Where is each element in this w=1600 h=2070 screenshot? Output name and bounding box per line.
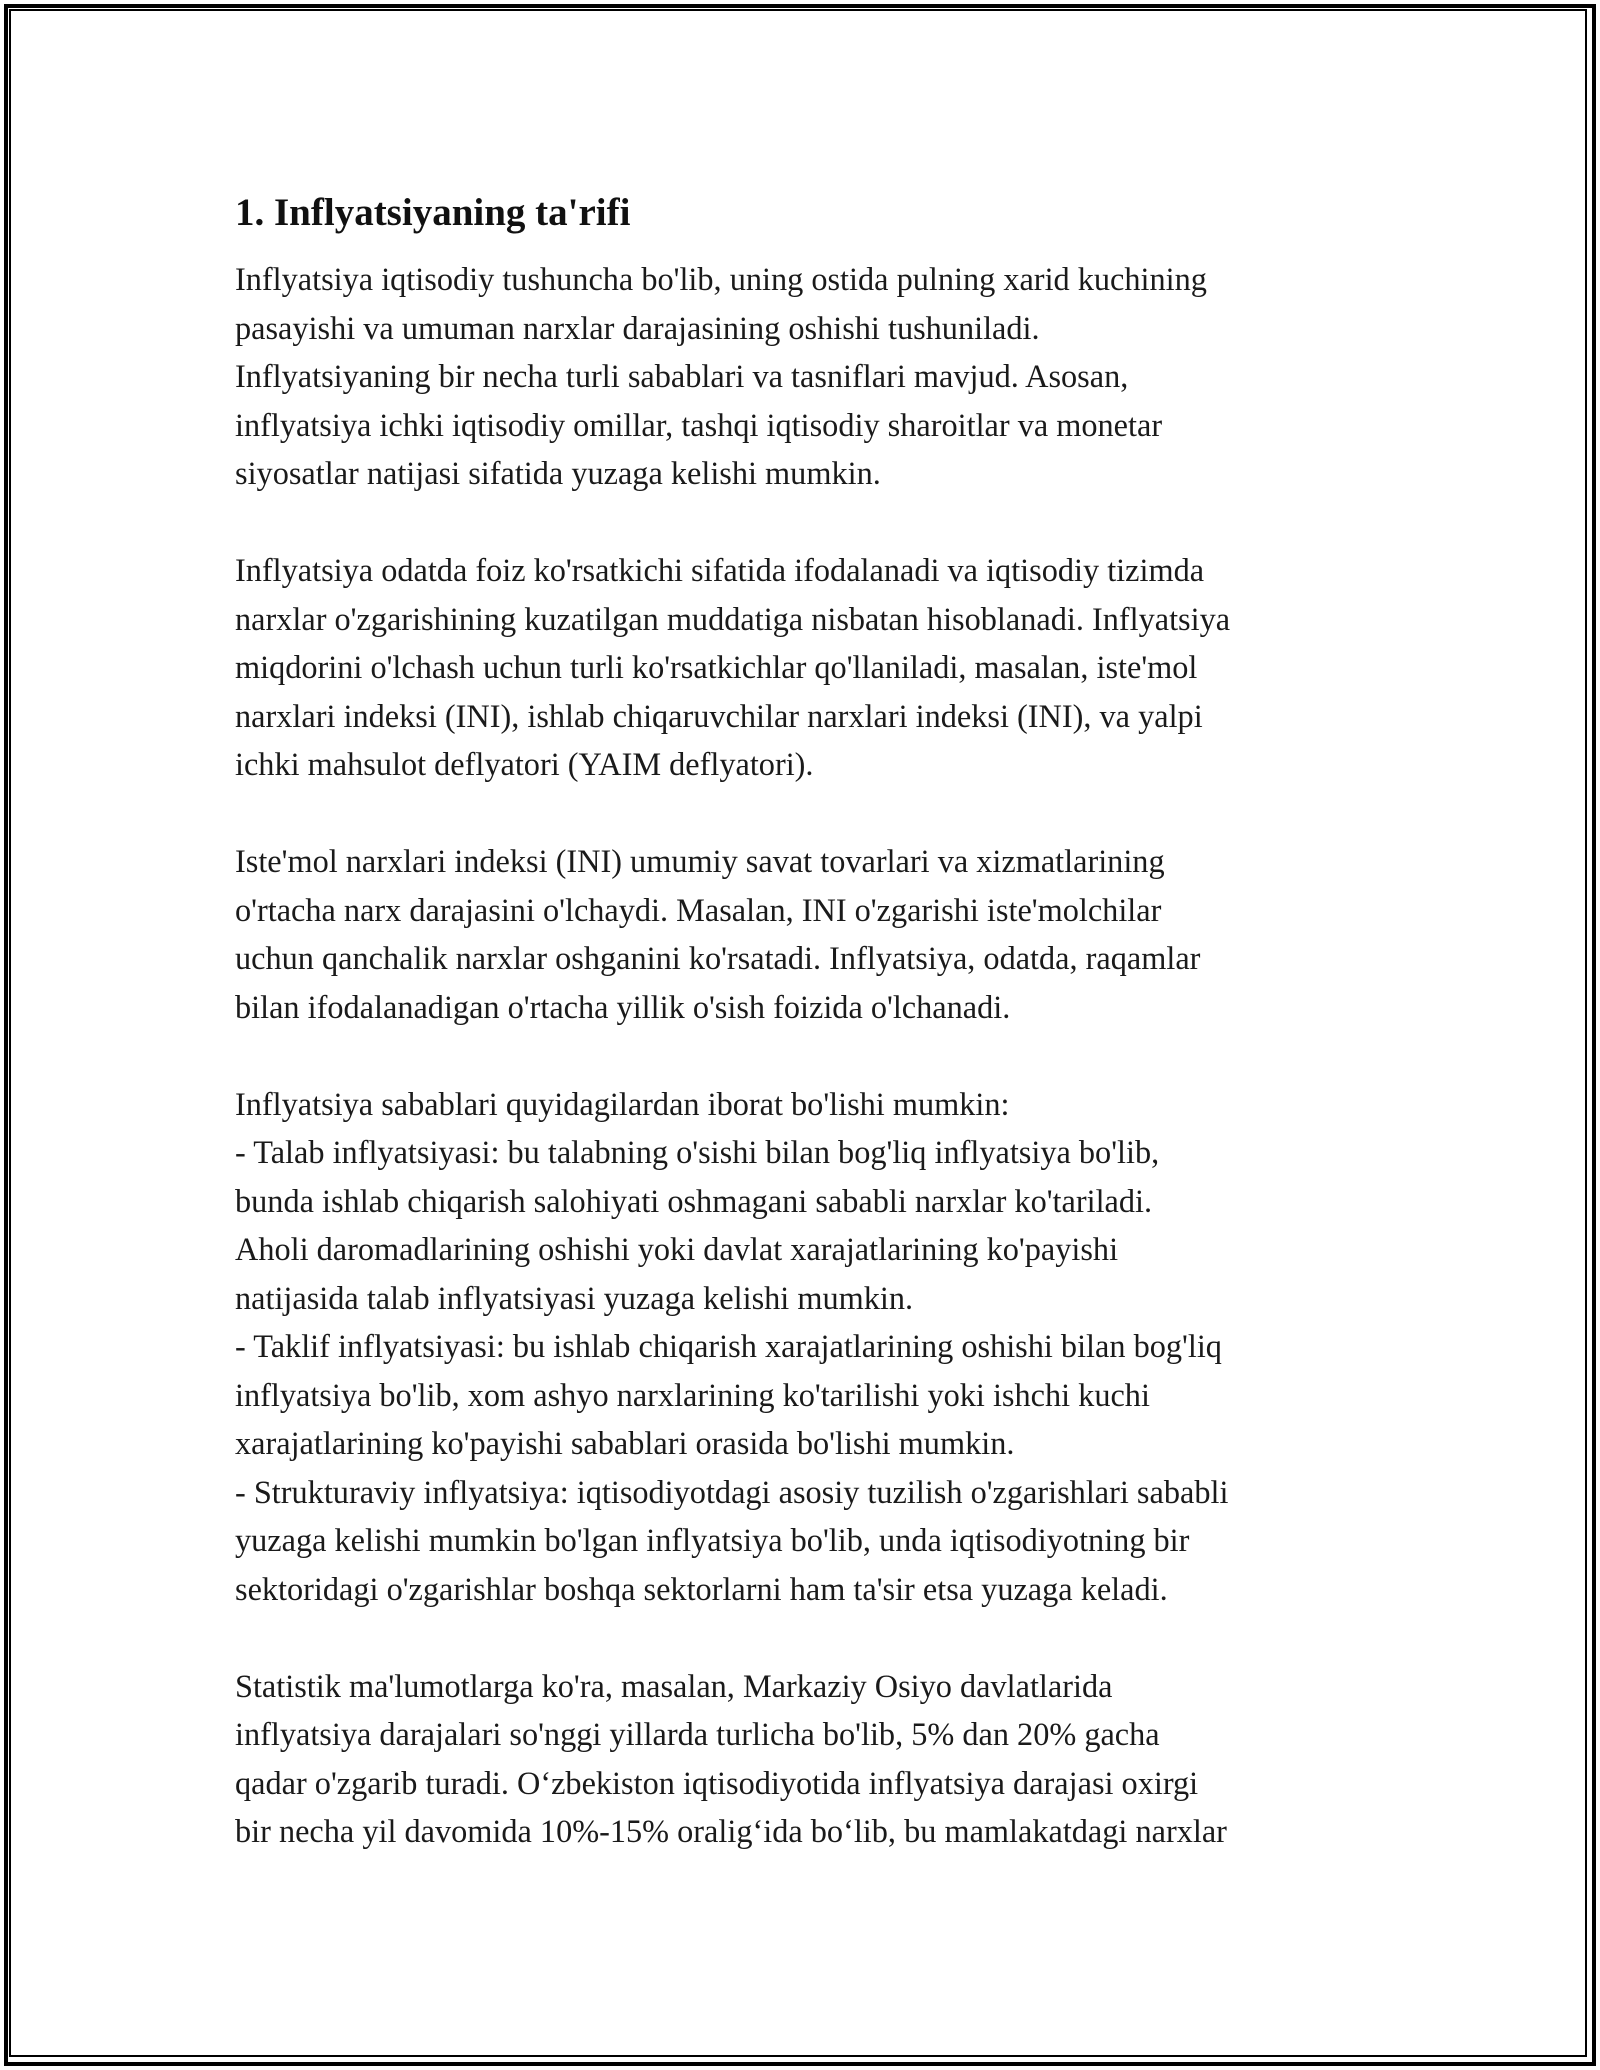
text-line: xarajatlarining ko'payishi sabablari orasida bo'lishi mumkin. <box>235 1425 1015 1461</box>
text-line: inflyatsiya bo'lib, xom ashyo narxlarining ko'tarilishi yoki ishchi kuchi <box>235 1376 1150 1413</box>
text-line: ichki mahsulot deflyatori (YAIM deflyatori). <box>235 746 814 782</box>
text-line: bir necha yil davomida 10%-15% oralig‘ida bo‘lib, bu mamlakatdagi narxlar <box>235 1813 1227 1849</box>
paragraph-measurement <box>235 546 1385 789</box>
paragraph-definition <box>235 255 1385 498</box>
paragraph-causes <box>235 1080 1385 1614</box>
text-line: inflyatsiya darajalari so'nggi yillarda turlicha bo'lib, 5% dan 20% gacha <box>235 1716 1160 1752</box>
text-line: - Talab inflyatsiyasi: bu talabning o'sishi bilan bog'liq inflyatsiya bo'lib, <box>235 1134 1160 1170</box>
paragraph-statistics <box>235 1662 1385 1856</box>
text-line: Inflyatsiya sabablari quyidagilardan iborat bo'lishi mumkin: <box>235 1085 1010 1122</box>
text-line: narxlari indeksi (INI), ishlab chiqaruvchilar narxlari indeksi (INI), va yalpi <box>235 697 1203 734</box>
text-line: narxlar o'zgarishining kuzatilgan muddatiga nisbatan hisoblanadi. Inflyatsiya <box>235 600 1231 637</box>
text-line: Inflyatsiya odatda foiz ko'rsatkichi sifatida ifodalanadi va iqtisodiy tizimda <box>235 552 1205 588</box>
text-line: sektoridagi o'zgarishlar boshqa sektorlarni ham ta'sir etsa yuzaga keladi. <box>235 1570 1168 1607</box>
text-line: pasayishi va umuman narxlar darajasining oshishi tushuniladi. <box>235 309 1040 346</box>
text-line: Inflyatsiya iqtisodiy tushuncha bo'lib, uning ostida pulning xarid kuchining <box>235 261 1207 297</box>
text-line: siyosatlar natijasi sifatida yuzaga kelishi mumkin. <box>235 455 881 491</box>
text-line: - Taklif inflyatsiyasi: bu ishlab chiqarish xarajatlarining oshishi bilan bog'liq <box>235 1328 1222 1364</box>
text-line: - Strukturaviy inflyatsiya: iqtisodiyotdagi asosiy tuzilish o'zgarishlari sababli <box>235 1473 1229 1510</box>
text-line: miqdorini o'lchash uchun turli ko'rsatkichlar qo'llaniladi, masalan, iste'mol <box>235 649 1198 685</box>
text-line: qadar o'zgarib turadi. O‘zbekiston iqtisodiyotida inflyatsiya darajasi oxirgi <box>235 1764 1199 1801</box>
text-line: Statistik ma'lumotlarga ko'ra, masalan, Markaziy Osiyo davlatlarida <box>235 1667 1113 1704</box>
text-line: natijasida talab inflyatsiyasi yuzaga kelishi mumkin. <box>235 1279 914 1316</box>
text-line: inflyatsiya ichki iqtisodiy omillar, tashqi iqtisodiy sharoitlar va monetar <box>235 406 1163 443</box>
text-line: Aholi daromadlarining oshishi yoki davlat xarajatlarining ko'payishi <box>235 1231 1119 1267</box>
text-line: Inflyatsiyaning bir necha turli sabablari va tasniflari mavjud. Asosan, <box>235 358 1129 394</box>
text-line: bilan ifodalanadigan o'rtacha yillik o'sish foizida o'lchanadi. <box>235 988 1011 1025</box>
text-line: Iste'mol narxlari indeksi (INI) umumiy savat tovarlari va xizmatlarining <box>235 843 1165 879</box>
text-line: o'rtacha narx darajasini o'lchaydi. Masalan, INI o'zgarishi iste'molchilar <box>235 891 1162 928</box>
text-line: yuzaga kelishi mumkin bo'lgan inflyatsiya bo'lib, unda iqtisodiyotning bir <box>235 1522 1190 1558</box>
paragraph-cpi <box>235 837 1385 1031</box>
text-line: bunda ishlab chiqarish salohiyati oshmagani sababli narxlar ko'tariladi. <box>235 1182 1153 1219</box>
document-body <box>235 188 1385 1904</box>
text-line: uchun qanchalik narxlar oshganini ko'rsatadi. Inflyatsiya, odatda, raqamlar <box>235 940 1201 976</box>
section-heading: 1. Inflyatsiyaning ta'rifi <box>235 191 631 234</box>
